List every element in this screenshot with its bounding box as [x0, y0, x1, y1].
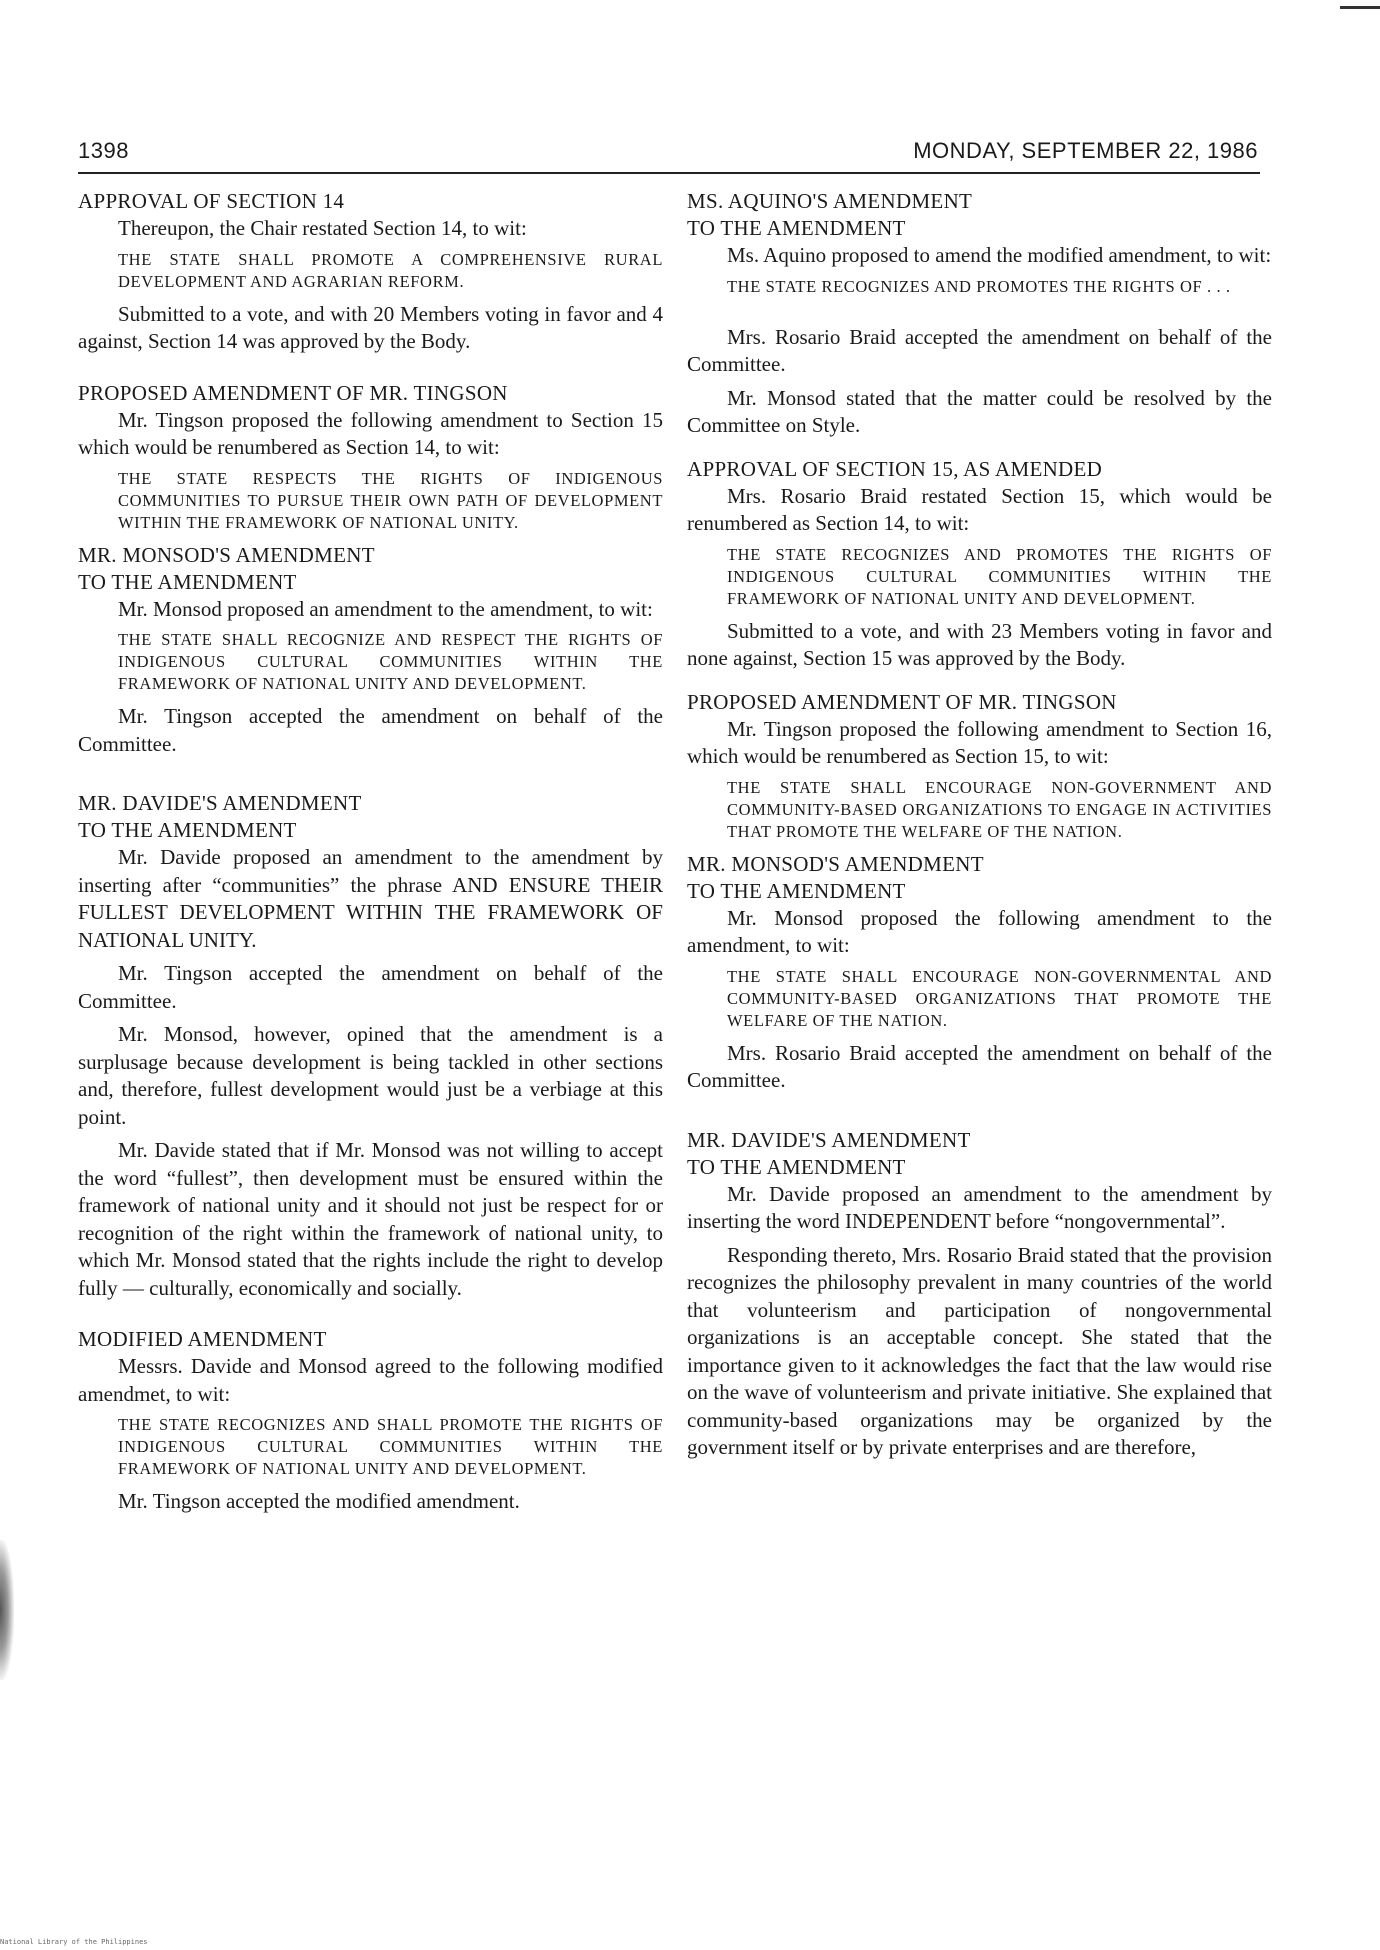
spacer [687, 446, 1272, 456]
quoted-provision: THE STATE RESPECTS THE RIGHTS OF INDIGENOUS COMMUNITIES TO PURSUE THEIR OWN PATH OF DEVELOPMENT WITHIN THE FRAMEWORK OF NATIONAL UNITY. [118, 468, 663, 532]
section-heading: APPROVAL OF SECTION 15, AS AMENDED [687, 456, 1103, 481]
paragraph: Mrs. Rosario Braid accepted the amendment on behalf of the Committee. [687, 324, 1272, 376]
paragraph: Mr. Tingson proposed the following amendment to Section 16, which would be renumbered as Section 15, to wit: [687, 716, 1272, 768]
paragraph: Mr. Monsod stated that the matter could be resolved by the Committee on Style. [687, 385, 1272, 437]
scan-binding-shadow [0, 1540, 14, 1680]
paragraph: Messrs. Davide and Monsod agreed to the following modified amendmet, to wit: [78, 1354, 663, 1406]
paragraph: Mr. Tingson proposed the following amendment to Section 15 which would be renumbered as Section 14, to wit: [78, 407, 663, 459]
page-date: MONDAY, SEPTEMBER 22, 1986 [913, 138, 1258, 163]
paragraph: Mr. Davide proposed an amendment to the amendment by inserting after “communities” the phrase AND ENSURE THEIR FULLEST DEVELOPMENT WITHIN THE FRAMEWORK OF NATIONAL UNITY. [78, 845, 663, 952]
quoted-provision: THE STATE SHALL RECOGNIZE AND RESPECT THE RIGHTS OF INDIGENOUS CULTURAL COMMUNITIES WITHIN THE FRAMEWORK OF NATIONAL UNITY AND DEVELOPMENT. [118, 630, 663, 693]
page-number: 1398 [78, 138, 129, 163]
section-heading: TO THE AMENDMENT [78, 818, 297, 842]
quoted-provision: THE STATE RECOGNIZES AND SHALL PROMOTE THE RIGHTS OF INDIGENOUS CULTURAL COMMUNITIES WITHIN THE FRAMEWORK OF NATIONAL UNITY AND DEVELOPMENT. [118, 1415, 663, 1478]
spacer [78, 764, 663, 790]
spacer [78, 1308, 663, 1326]
scan-footer-note: National Library of the Philippines [0, 1938, 148, 1946]
section-heading: TO THE AMENDMENT [687, 216, 906, 240]
section-heading: TO THE AMENDMENT [687, 1154, 906, 1179]
section-heading: PROPOSED AMENDMENT OF MR. TINGSON [687, 689, 1117, 714]
section-heading: MR. MONSOD'S AMENDMENT [78, 542, 375, 567]
page-header [78, 138, 1258, 164]
quoted-provision: THE STATE SHALL ENCOURAGE NON-GOVERNMENTAL AND COMMUNITY-BASED ORGANIZATIONS THAT PROMOTE THE WELFARE OF THE NATION. [727, 966, 1272, 1030]
section-heading: MR. MONSOD'S AMENDMENT [687, 851, 984, 876]
paragraph: Mr. Monsod, however, opined that the amendment is a surplusage because development is being tackled in other sections and, therefore, fullest development would just be a verbiage at this point. [78, 1022, 663, 1129]
section-heading: MODIFIED AMENDMENT [78, 1327, 327, 1351]
quoted-provision: THE STATE SHALL ENCOURAGE NON-GOVERNMENT AND COMMUNITY-BASED ORGANIZATIONS TO ENGAGE IN ACTIVITIES THAT PROMOTE THE WELFARE OF THE NATION. [727, 777, 1272, 841]
spacer [78, 362, 663, 380]
paragraph: Responding thereto, Mrs. Rosario Braid stated that the provision recognizes the philosophy prevalent in many countries of the world that volunteerism and participation of nongovernmental organizations is an acceptable concept. She stated that the importance given to it acknowledges the fact that the law would rise on the wave of volunteerism and private initiative. She explained that community-based organizations may be organized by the government itself or by private enterprises and are therefore, [687, 1242, 1272, 1459]
paragraph: Mrs. Rosario Braid accepted the amendment on behalf of the Committee. [687, 1040, 1272, 1092]
right-column [687, 188, 1272, 1468]
paragraph: Ms. Aquino proposed to amend the modified amendment, to wit: [727, 243, 1272, 267]
header-rule [78, 172, 1260, 174]
section-heading: MS. AQUINO'S AMENDMENT [687, 189, 973, 213]
paragraph: Mrs. Rosario Braid restated Section 15, which would be renumbered as Section 14, to wit: [687, 483, 1272, 535]
scan-corner-mark [1340, 6, 1380, 15]
paragraph: Mr. Davide stated that if Mr. Monsod was not willing to accept the word “fullest”, then development must be ensured within the framework of national unity and it should not just be respect for or recognition of the right within the framework of national unity, to which Mr. Monsod stated that the rights include the right to develop fully — culturally, economically and socially. [78, 1138, 663, 1300]
section-heading: PROPOSED AMENDMENT OF MR. TINGSON [78, 380, 508, 405]
spacer [687, 306, 1272, 324]
section-heading: MR. DAVIDE'S AMENDMENT [78, 791, 362, 815]
paragraph: Mr. Tingson accepted the amendment on behalf of the Committee. [78, 704, 663, 756]
paragraph: Mr. Monsod proposed the following amendment to the amendment, to wit: [687, 905, 1272, 957]
paragraph: Mr. Davide proposed an amendment to the amendment by inserting the word INDEPENDENT before “nongovernmental”. [687, 1181, 1272, 1233]
section-heading: TO THE AMENDMENT [78, 569, 297, 594]
spacer [687, 1101, 1272, 1127]
quoted-provision: THE STATE SHALL PROMOTE A COMPREHENSIVE RURAL DEVELOPMENT AND AGRARIAN REFORM. [118, 249, 663, 291]
paragraph: Submitted to a vote, and with 23 Members voting in favor and none against, Section 15 was approved by the Body. [687, 618, 1272, 670]
section-heading: TO THE AMENDMENT [687, 878, 906, 903]
paragraph: Mr. Tingson accepted the amendment on behalf of the Committee. [78, 961, 663, 1013]
quoted-provision: THE STATE RECOGNIZES AND PROMOTES THE RIGHTS OF . . . [727, 276, 1231, 296]
paragraph: Mr. Tingson accepted the modified amendment. [118, 1489, 520, 1513]
section-heading: APPROVAL OF SECTION 14 [78, 189, 345, 213]
section-heading: MR. DAVIDE'S AMENDMENT [687, 1127, 971, 1152]
paragraph: Mr. Monsod proposed an amendment to the amendment, to wit: [118, 596, 653, 621]
quoted-provision: THE STATE RECOGNIZES AND PROMOTES THE RIGHTS OF INDIGENOUS CULTURAL COMMUNITIES WITHIN THE FRAMEWORK OF NATIONAL UNITY AND DEVELOPMENT. [727, 544, 1272, 608]
paragraph: Thereupon, the Chair restated Section 14, to wit: [118, 216, 527, 240]
paragraph: Submitted to a vote, and with 20 Members voting in favor and 4 against, Section 14 was approved by the Body. [78, 301, 663, 353]
spacer [687, 679, 1272, 689]
left-column [78, 188, 663, 1522]
